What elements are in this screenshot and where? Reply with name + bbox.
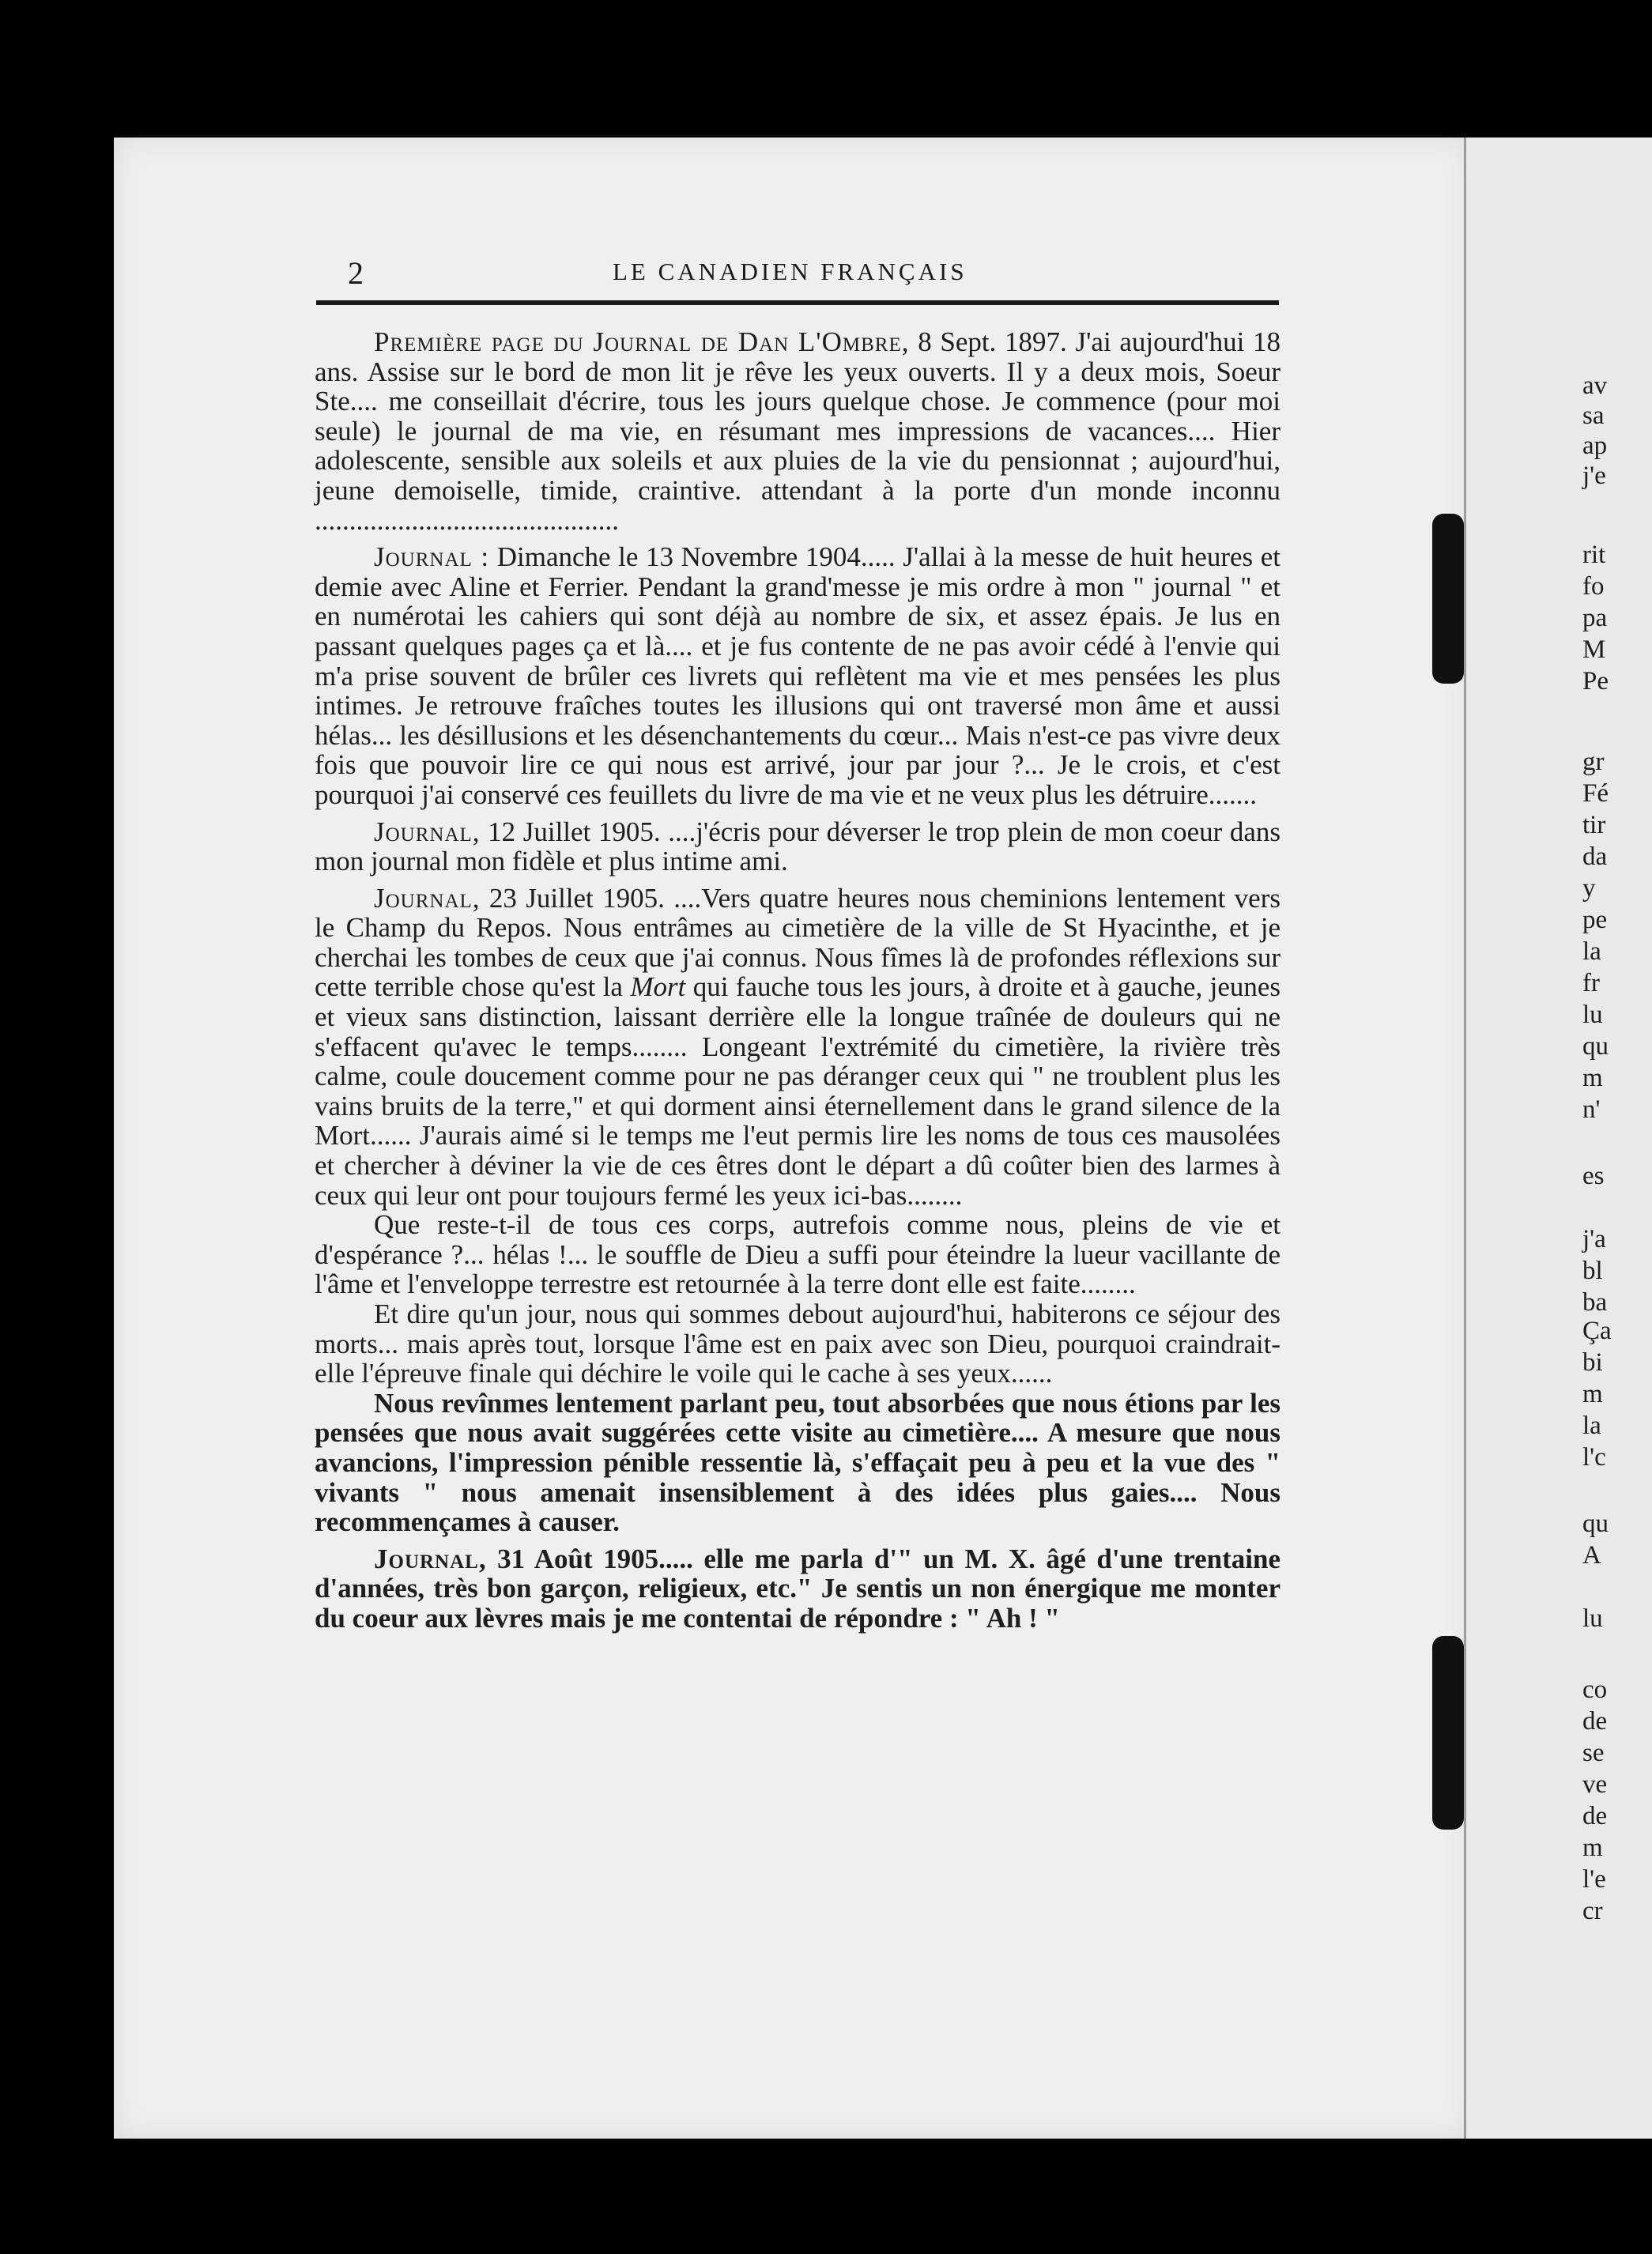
- right-page-fragment: lu: [1582, 1604, 1603, 1633]
- right-page-fragment: co: [1582, 1675, 1608, 1704]
- right-page-fragment: de: [1582, 1707, 1608, 1736]
- right-page-fragment: Ça: [1582, 1317, 1612, 1345]
- right-page-fragment: bl: [1582, 1257, 1603, 1285]
- right-page-fragment: tir: [1582, 811, 1606, 839]
- paragraph-5: [315, 1210, 1280, 1299]
- right-page-fragment: ve: [1582, 1770, 1608, 1799]
- right-page-fragment: m: [1582, 1834, 1603, 1862]
- right-page-fragment: rit: [1582, 541, 1606, 569]
- right-page-fragment: m: [1582, 1380, 1603, 1408]
- paragraph-text: 12 Juillet 1905. ....j'écris pour déverser le trop plein de mon coeur dans mon journal mon fidèle et plus intime ami.: [315, 816, 1281, 877]
- right-page-fragment: ba: [1582, 1288, 1608, 1317]
- right-page-fragment: l'c: [1582, 1443, 1606, 1472]
- right-page-fragment: se: [1582, 1739, 1605, 1767]
- right-page-fragment: de: [1582, 1802, 1608, 1830]
- binder-clip-bottom: [1432, 1636, 1464, 1830]
- right-page-fragment: y: [1582, 874, 1596, 903]
- right-page-fragment: lu: [1582, 1001, 1603, 1029]
- right-page-fragment: sa: [1582, 401, 1605, 430]
- right-page-fragment: ap: [1582, 432, 1608, 460]
- right-page-fragment: l'e: [1582, 1865, 1606, 1894]
- paragraph-text: Que reste-t-il de tous ces corps, autrefois comme nous, pleins de vie et d'espérance ?... hélas !... le souffle de Dieu a suffi pour éteindre la lueur vacillante de l'âme et l'enveloppe terrestre est retournée à la terre dont elle est faite........: [315, 1209, 1280, 1300]
- entry-date: 8 Sept. 1897.: [918, 326, 1067, 357]
- right-page-fragment: n': [1582, 1095, 1601, 1124]
- paragraph-text: J'ai aujourd'hui 18 ans. Assise sur le bord de mon lit je rêve les yeux ouverts. Il y a deux mois, Soeur Ste.... me conseillait d'écrire, tous les jours quelque chose. Je commence (pour moi seule) le journal de ma vie, en résumant mes impressions de vacances.... Hier adolescente, sensible aux soleils et aux pluies de la vie du pensionnat ; aujourd'hui, jeune demoiselle, timide, craintive. attendant à la porte d'un monde inconnu ............................................: [315, 326, 1281, 536]
- right-page-fragment: bi: [1582, 1348, 1603, 1377]
- right-page-fragment: fo: [1582, 572, 1605, 601]
- page-number: 2: [348, 255, 364, 291]
- right-page-fragment: la: [1582, 1412, 1601, 1440]
- right-page-fragment: pa: [1582, 604, 1608, 632]
- right-page-fragment: M: [1582, 635, 1606, 664]
- entry-heading: Première page du Journal de Dan L'Ombre,: [374, 326, 910, 357]
- right-page-fragment: av: [1582, 371, 1608, 400]
- binder-clip-top: [1432, 514, 1464, 684]
- paragraph-3: [315, 817, 1280, 876]
- journal-text: [315, 327, 1280, 1634]
- paragraph-6: [315, 1299, 1280, 1389]
- paragraph-7: [315, 1389, 1280, 1537]
- right-page-fragment: j'e: [1582, 462, 1606, 490]
- entry-heading: Journal,: [374, 882, 481, 914]
- right-page-fragment: A: [1582, 1541, 1601, 1570]
- paragraph-1: [315, 327, 1280, 535]
- paragraph-text: Dimanche le 13 Novembre 1904..... J'allai à la messe de huit heures et demie avec Aline et Ferrier. Pendant la grand'messe je mis ordre à mon " journal " et en numérotai les cahiers qui sont déjà au nombre de six, et assez épais. Je lus en passant quelques pages ça et là.... et je fus contente de ne pas avoir cédé à l'envie qui m'a prise souvent de brûler ces livrets qui reflètent ma vie et mes pensées les plus intimes. Je retrouve fraîches toutes les illusions qui ont traversé mon âme et aussi hélas... les désillusions et les désenchantements du cœur... Mais n'est-ce pas vivre deux fois que pouvoir lire ce qui nous est arrivé, jour par jour ?... Je le crois, et c'est pourquoi j'ai conservé ces feuillets du livre de ma vie et ne veux plus les détruire.......: [315, 541, 1281, 810]
- right-page-fragment: fr: [1582, 969, 1600, 997]
- paragraph-text: Nous revînmes lentement parlant peu, tout absorbées que nous étions par les pensées que nous avait suggérées cette visite au cimetière.... A mesure que nous avancions, l'impression pénible ressentie là, s'effaçait peu à peu et la vue des " vivants " nous amenait insensiblement à des idées plus gaies.... Nous recommençames à causer.: [315, 1387, 1280, 1538]
- paragraph-8: [315, 1544, 1280, 1634]
- right-page-fragment: pe: [1582, 906, 1608, 934]
- paragraph-2: [315, 542, 1280, 809]
- right-page-fragment: cr: [1582, 1897, 1603, 1925]
- paragraph-4: [315, 884, 1280, 1211]
- running-title: LE CANADIEN FRANÇAIS: [613, 258, 967, 285]
- right-page-fragment: Pe: [1582, 667, 1609, 695]
- header-rule: [316, 300, 1279, 305]
- right-page-fragment: j'a: [1582, 1225, 1606, 1253]
- right-page-fragment: m: [1582, 1064, 1603, 1092]
- paragraph-text: Et dire qu'un jour, nous qui sommes debout aujourd'hui, habiterons ce séjour des morts... mais après tout, lorsque l'âme est en paix avec son Dieu, pourquoi craindrait-elle l'épreuve finale qui déchire le voile qui le cache à ses yeux......: [315, 1298, 1280, 1389]
- paragraph-text: qui fauche tous les jours, à droite et à gauche, jeunes et vieux sans distinction, laissant derrière elle la longue traînée de douleurs qui ne s'effacent qu'avec le temps........ Longeant l'extrémité du cimetière, la rivière très calme, coule doucement comme pour ne pas déranger ceux qui " ne troublent plus les vains bruits de la terre," et qui dorment ainsi éternellement dans le grand silence de la Mort...... J'aurais aimé si le temps me l'eut permis lire les noms de tous ces mausolées et chercher à déviner la vie de ces êtres dont le départ a dû coûter bien des larmes à ceux qui leur ont pour toujours fermé les yeux ici-bas........: [315, 971, 1281, 1211]
- right-page-edge: [1464, 138, 1652, 2139]
- entry-heading: Journal :: [374, 541, 490, 573]
- emphasis-mort: Mort: [630, 971, 686, 1003]
- right-page-fragment: Fé: [1582, 779, 1609, 808]
- right-page-fragment: es: [1582, 1162, 1605, 1190]
- right-page-fragment: qu: [1582, 1032, 1609, 1061]
- entry-heading: Journal,: [374, 1543, 487, 1574]
- entry-heading: Journal,: [374, 816, 481, 847]
- right-page-fragment: la: [1582, 937, 1601, 966]
- paragraph-text: 23 Juillet 1905. ....Vers quatre heures nous cheminions lentement vers le Champ du Repos. Nous entrâmes au cimetière de la ville de St Hyacinthe, et je cherchai les tombes de ceux que j'ai connus. Nous fîmes là de profondes réflexions sur cette terrible chose qu'est la: [315, 882, 1280, 1003]
- paragraph-text: 31 Août 1905..... elle me parla d'" un M. X. âgé d'une trentaine d'années, très bon garçon, religieux, etc." Je sentis un non énergique me monter du coeur aux lèvres mais je me contentai de répondre : " Ah ! ": [315, 1543, 1281, 1634]
- running-head: [348, 254, 1280, 294]
- right-page-fragment: qu: [1582, 1510, 1609, 1538]
- right-page-fragment: da: [1582, 842, 1608, 871]
- right-page-fragment: gr: [1582, 748, 1605, 776]
